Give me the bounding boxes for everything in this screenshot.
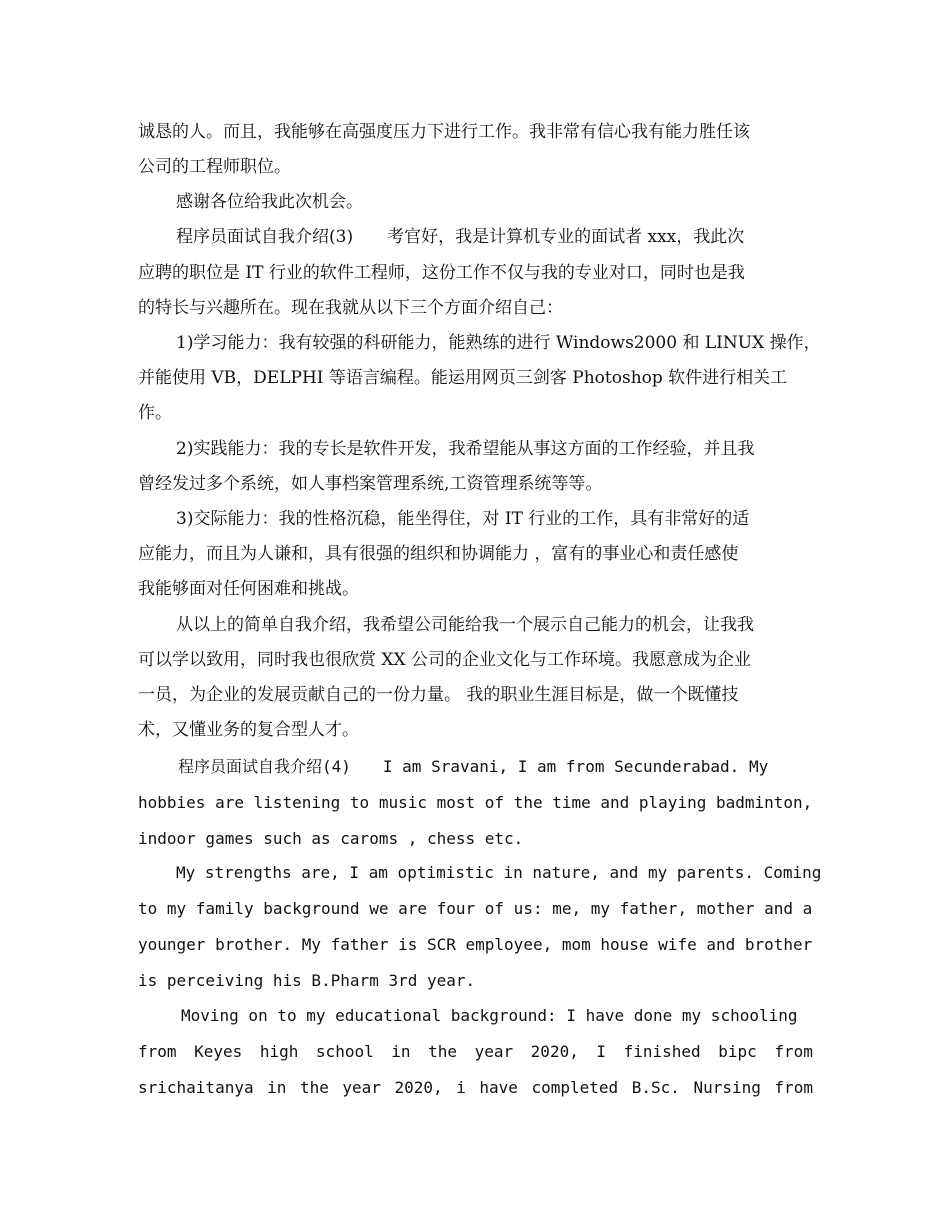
text-line: 曾经发过多个系统，如人事档案管理系统,工资管理系统等等。 <box>138 474 603 494</box>
word: the <box>299 1078 329 1097</box>
text-line: younger brother. My father is SCR employee, mom house wife and brother <box>138 935 813 954</box>
list-item-communication: 3)交际能力：我的性格沉稳，能坐得住，对 IT 行业的工作，具有非常好的适 <box>176 509 750 529</box>
text-line: is perceiving his B.Pharm 3rd year. <box>138 971 476 990</box>
text-line: 一员，为企业的发展贡献自己的一份力量。 我的职业生涯目标是，做一个既懂技 <box>138 685 739 705</box>
word: 2020, <box>530 1042 579 1061</box>
list-item-practice: 2)实践能力：我的专长是软件开发，我希望能从事这方面的工作经验，并且我 <box>176 439 755 459</box>
text-line <box>138 1041 813 1063</box>
text-line: 诚恳的人。而且，我能够在高强度压力下进行工作。我非常有信心我有能力胜任该 <box>138 122 750 142</box>
word: high <box>259 1042 299 1061</box>
text-line: 应能力，而且为人谦和，具有很强的组织和协调能力 ，富有的事业心和责任感使 <box>138 544 739 564</box>
word: 2020, <box>394 1078 443 1097</box>
list-item-learning: 1)学习能力：我有较强的科研能力，能熟练的进行 Windows2000 和 LINUX 操作， <box>176 333 821 353</box>
text-line: indoor games such as caroms , chess etc. <box>138 829 524 848</box>
section-heading-4: 程序员面试自我介绍(4) I am Sravani, I am from Secunderabad. My <box>178 757 769 776</box>
word: from <box>138 1042 177 1061</box>
section-heading-3: 程序员面试自我介绍(3) 考官好，我是计算机专业的面试者 xxx，我此次 <box>176 227 745 247</box>
word: year <box>342 1078 381 1097</box>
text-line: 作。 <box>138 403 172 423</box>
word: in <box>391 1042 411 1061</box>
word: finished <box>623 1042 701 1061</box>
word: B.Sc. <box>631 1078 680 1097</box>
word: i <box>456 1078 466 1097</box>
word: Keyes <box>194 1042 243 1061</box>
word: completed <box>531 1078 619 1097</box>
word: the <box>428 1042 458 1061</box>
word: bipc <box>718 1042 757 1061</box>
word: from <box>774 1042 813 1061</box>
word: Nursing <box>693 1078 761 1097</box>
word: have <box>479 1078 518 1097</box>
text-line: 感谢各位给我此次机会。 <box>176 192 363 212</box>
text-line: to my family background we are four of us: me, my father, mother and a <box>138 899 813 918</box>
word: in <box>267 1078 287 1097</box>
word: I <box>596 1042 607 1061</box>
text-line: 术，又懂业务的复合型人才。 <box>138 720 359 740</box>
text-line: 的特长与兴趣所在。现在我就从以下三个方面介绍自己： <box>138 298 563 318</box>
text-line: 从以上的简单自我介绍，我希望公司能给我一个展示自己能力的机会，让我我 <box>176 615 754 635</box>
text-line <box>138 1077 813 1099</box>
text-line: 公司的工程师职位。 <box>138 157 291 177</box>
word: srichaitanya <box>138 1078 254 1097</box>
text-line: 可以学以致用，同时我也很欣赏 XX 公司的企业文化与工作环境。我愿意成为企业 <box>138 650 752 670</box>
text-line: 我能够面对任何困难和挑战。 <box>138 579 359 599</box>
text-line: Moving on to my educational background: I have done my schooling <box>181 1006 798 1025</box>
text-line: My strengths are, I am optimistic in nature, and my parents. Coming <box>176 863 822 882</box>
text-line: 应聘的职位是 IT 行业的软件工程师，这份工作不仅与我的专业对口，同时也是我 <box>138 263 745 283</box>
word: year <box>474 1042 514 1061</box>
word: school <box>315 1042 374 1061</box>
word: from <box>774 1078 813 1097</box>
text-line: hobbies are listening to music most of the time and playing badminton, <box>138 793 813 812</box>
text-line: 并能使用 VB，DELPHI 等语言编程。能运用网页三剑客 Photoshop 软件进行相关工 <box>138 368 788 388</box>
